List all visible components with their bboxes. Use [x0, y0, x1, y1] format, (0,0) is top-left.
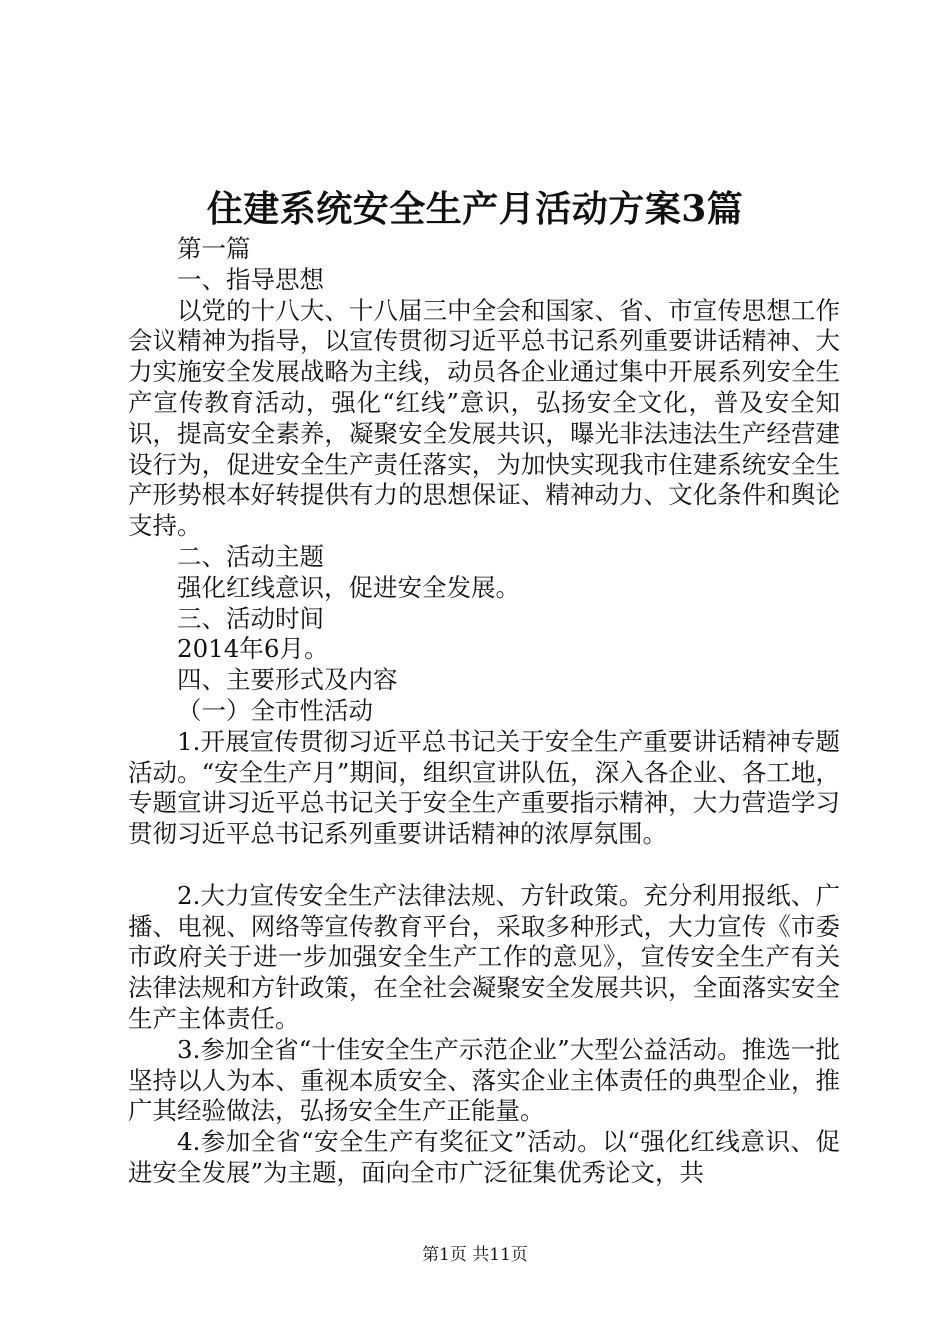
heading-activity-theme: 二、活动主题 [177, 541, 324, 571]
paragraph-item-2: 2.大力宣传安全生产法律法规、方针政策。充分利用报纸、广播、电视、网络等宣传教育平台，采取多种形式，大力宣传《市委市政府关于进一步加强安全生产工作的意见》，宣传安全生产有关法律法规和方针政策，在全社会凝聚安全发展共识，全面落实安全生产主体责任。 [128, 880, 840, 1033]
subheading-citywide-activities: （一）全市性活动 [177, 695, 373, 725]
paragraph-item-1: 1.开展宣传贯彻习近平总书记关于安全生产重要讲话精神专题活动。“安全生产月”期间，组织宣讲队伍，深入各企业、各工地，专题宣讲习近平总书记关于安全生产重要指示精神，大力营造学习贯彻习近平总书记系列重要讲话精神的浓厚氛围。 [128, 726, 840, 849]
paragraph-item-4: 4.参加全省“安全生产有奖征文”活动。以“强化红线意识、促进安全发展”为主题，面向全市广泛征集优秀论文，共 [128, 1127, 840, 1187]
page-footer: 第1页 共11页 [422, 1245, 528, 1265]
paragraph-item-3: 3.参加全省“十佳安全生产示范企业”大型公益活动。推选一批坚持以人为本、重视本质安全、落实企业主体责任的典型企业，推广其经验做法，弘扬安全生产正能量。 [128, 1034, 840, 1126]
paragraph-gap [128, 850, 840, 881]
paragraph-activity-theme: 强化红线意识，促进安全发展。 [177, 572, 520, 602]
heading-activity-time: 三、活动时间 [177, 603, 324, 633]
document-title: 住建系统安全生产月活动方案3篇 [206, 188, 744, 230]
heading-main-forms: 四、主要形式及内容 [177, 665, 398, 695]
paragraph-guiding-ideology: 以党的十八大、十八届三中全会和国家、省、市宣传思想工作会议精神为指导，以宣传贯彻习近平总书记系列重要讲话精神、大力实施安全发展战略为主线，动员各企业通过集中开展系列安全生产宣传教育活动，强化“红线”意识，弘扬安全文化，普及安全知识，提高安全素养，凝聚安全发展共识，曝光非法违法生产经营建设行为，促进安全生产责任落实，为加快实现我市住建系统安全生产形势根本好转提供有力的思想保证、精神动力、文化条件和舆论支持。 [128, 295, 840, 541]
heading-guiding-ideology: 一、指导思想 [177, 264, 324, 294]
section-label: 第一篇 [177, 234, 251, 263]
paragraph-activity-time: 2014年6月。 [177, 634, 329, 664]
document-body [128, 234, 840, 1189]
